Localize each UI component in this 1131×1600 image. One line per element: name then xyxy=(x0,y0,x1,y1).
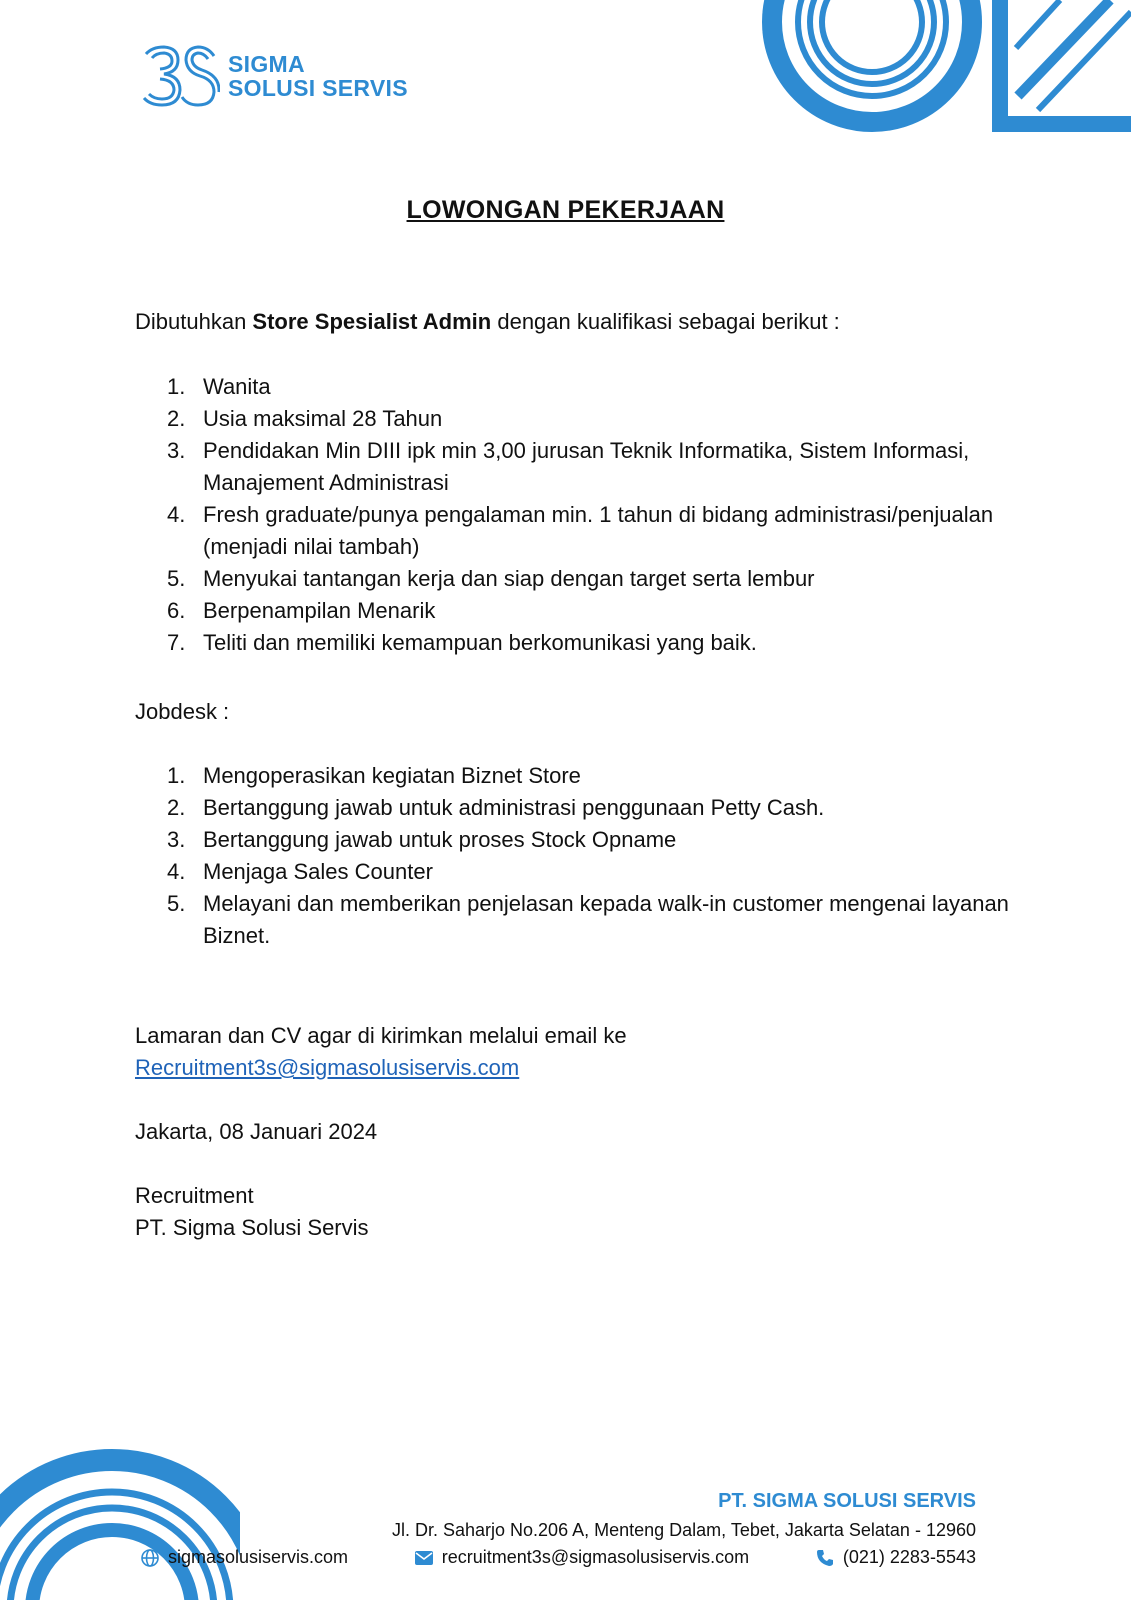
list-item-text: Pendidakan Min DIII ipk min 3,00 jurusan Teknik Informatika, Sistem Informasi, Manajement Administrasi xyxy=(203,438,970,495)
jobdesk-list xyxy=(135,760,1015,952)
list-number: 1. xyxy=(167,763,186,788)
logo-3s-mark xyxy=(142,44,220,108)
list-number: 5. xyxy=(167,566,186,591)
logo-line-1: SIGMA xyxy=(228,51,305,77)
list-number: 1. xyxy=(167,374,186,399)
mail-icon xyxy=(414,1550,434,1566)
footer-phone[interactable] xyxy=(815,1547,976,1568)
list-item-text: Berpenampilan Menarik xyxy=(203,598,436,623)
footer-address: Jl. Dr. Saharjo No.206 A, Menteng Dalam, Tebet, Jakarta Selatan - 12960 xyxy=(391,1520,976,1540)
footer-email-text: recruitment3s@sigmasolusiservis.com xyxy=(441,1547,750,1567)
list-number: 3. xyxy=(167,827,186,852)
jobdesk-heading: Jobdesk : xyxy=(135,699,230,724)
apply-text: Lamaran dan CV agar di kirimkan melalui email ke xyxy=(135,1023,627,1048)
list-item xyxy=(135,371,1015,403)
list-item-text: Bertanggung jawab untuk proses Stock Opname xyxy=(203,827,677,852)
list-item xyxy=(135,760,1015,792)
list-item xyxy=(135,792,1015,824)
decorative-arcs-bottom-left xyxy=(0,1420,240,1600)
list-item-text: Usia maksimal 28 Tahun xyxy=(203,406,443,431)
list-number: 6. xyxy=(167,598,186,623)
list-number: 3. xyxy=(167,438,186,463)
list-item-text: Menjaga Sales Counter xyxy=(203,859,433,884)
list-item xyxy=(135,824,1015,856)
list-item xyxy=(135,888,1015,952)
list-item-text: Fresh graduate/punya pengalaman min. 1 tahun di bidang administrasi/penjualan (menjadi nilai tambah) xyxy=(203,502,994,559)
list-number: 7. xyxy=(167,630,186,655)
recruitment-email-link[interactable]: Recruitment3s@sigmasolusiservis.com xyxy=(135,1055,520,1080)
position-name: Store Spesialist Admin xyxy=(252,309,492,334)
list-item xyxy=(135,435,1015,499)
logo-wordmark xyxy=(228,52,408,100)
list-number: 4. xyxy=(167,859,186,884)
footer-email[interactable] xyxy=(414,1547,749,1568)
intro-prefix: Dibutuhkan xyxy=(135,309,253,334)
document-date: Jakarta, 08 Januari 2024 xyxy=(135,1119,378,1144)
decorative-arcs-top-right xyxy=(760,0,1131,140)
company-logo xyxy=(142,44,408,108)
list-item-text: Mengoperasikan kegiatan Biznet Store xyxy=(203,763,581,788)
footer-website[interactable] xyxy=(140,1547,348,1568)
signature-block xyxy=(135,1180,1015,1244)
globe-icon xyxy=(140,1548,160,1568)
list-number: 2. xyxy=(167,795,186,820)
signature-line-1: Recruitment xyxy=(135,1183,254,1208)
footer-company-name: PT. SIGMA SOLUSI SERVIS xyxy=(718,1490,976,1512)
list-number: 2. xyxy=(167,406,186,431)
list-item-text: Menyukai tantangan kerja dan siap dengan target serta lembur xyxy=(203,566,815,591)
intro-paragraph xyxy=(135,306,1015,338)
qualifications-list xyxy=(135,371,1015,659)
phone-icon xyxy=(815,1548,835,1568)
list-item-text: Bertanggung jawab untuk administrasi penggunaan Petty Cash. xyxy=(203,795,825,820)
list-item xyxy=(135,499,1015,563)
footer-phone-text: (021) 2283-5543 xyxy=(842,1547,976,1567)
signature-line-2: PT. Sigma Solusi Servis xyxy=(135,1215,369,1240)
list-item-text: Wanita xyxy=(203,374,271,399)
logo-line-2: SOLUSI SERVIS xyxy=(228,75,408,101)
footer-contacts xyxy=(140,1547,976,1568)
list-item-text: Melayani dan memberikan penjelasan kepada walk-in customer mengenai layanan Biznet. xyxy=(203,891,1009,948)
list-item xyxy=(135,595,1015,627)
list-item-text: Teliti dan memiliki kemampuan berkomunikasi yang baik. xyxy=(203,630,757,655)
list-item xyxy=(135,856,1015,888)
page-title: LOWONGAN PEKERJAAN xyxy=(406,196,725,224)
intro-suffix: dengan kualifikasi sebagai berikut : xyxy=(491,309,840,334)
footer-website-text: sigmasolusiservis.com xyxy=(168,1547,349,1567)
list-item xyxy=(135,403,1015,435)
list-item xyxy=(135,627,1015,659)
list-item xyxy=(135,563,1015,595)
list-number: 4. xyxy=(167,502,186,527)
list-number: 5. xyxy=(167,891,186,916)
application-instructions xyxy=(135,1020,1015,1084)
